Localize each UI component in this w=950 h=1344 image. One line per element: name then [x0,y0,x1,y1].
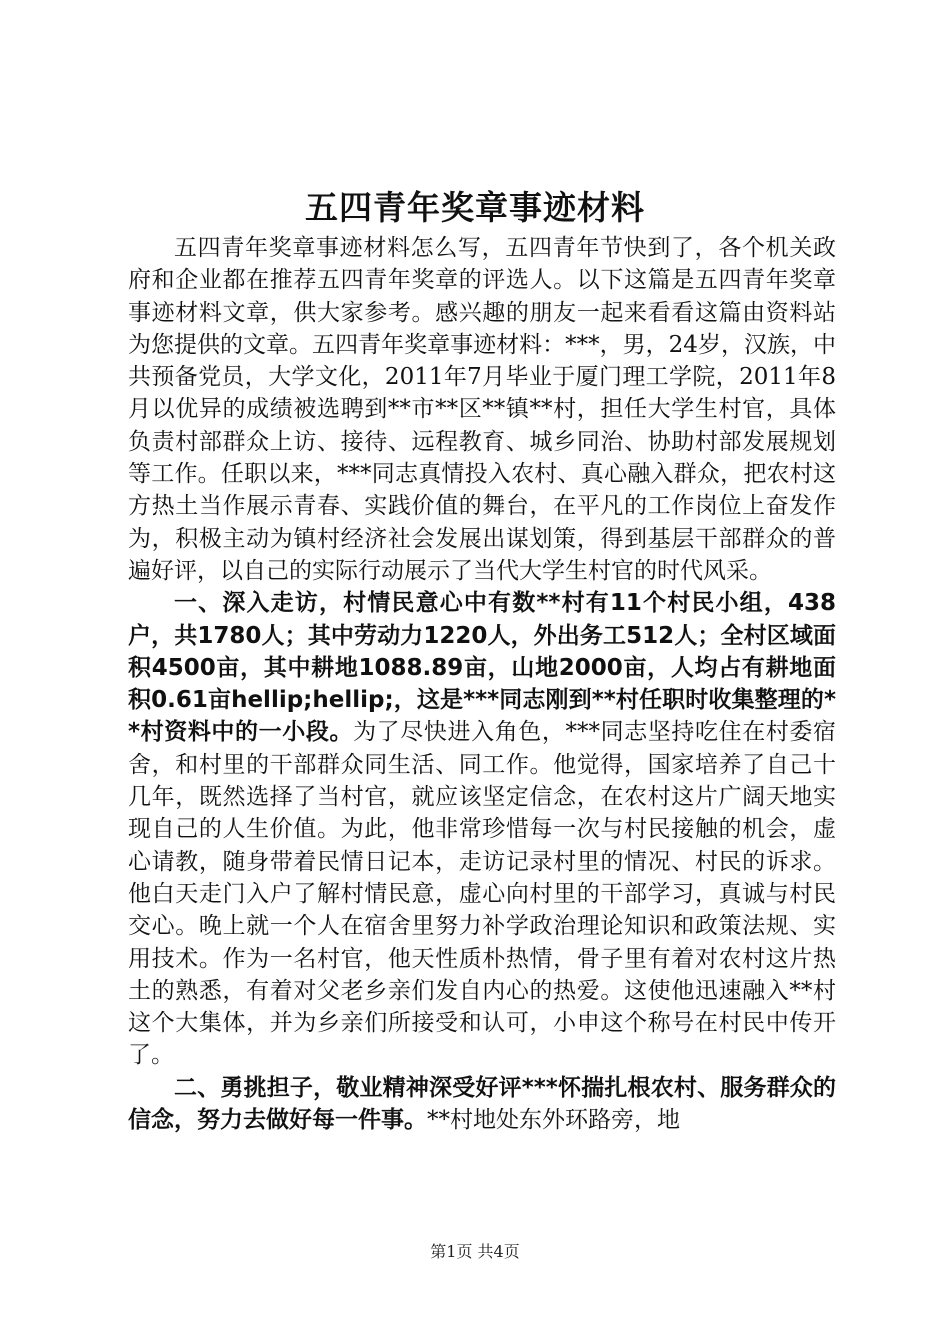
section-2-heading-text: 二、勇挑担子，敬业精神深受好评***怀揣扎根农村、服务群众的信念，努力去做好每一件事。 [128,1074,836,1134]
section-1-body-text: 为了尽快进入角色，***同志坚持吃住在村委宿舍，和村里的干部群众同生活、同工作。他觉得，国家培养了自己十几年，既然选择了当村官，就应该坚定信念，在农村这片广阔天地实现自己的人生价值。为此，他非常珍惜每一次与村民接触的机会，虚心请教，随身带着民情日记本，走访记录村里的情况、村民的诉求。他白天走门入户了解村情民意，虚心向村里的干部学习，真诚与村民交心。晚上就一个人在宿舍里努力补学政治理论知识和政策法规、实用技术。作为一名村官，他天性质朴热情，骨子里有着对农村这片热土的熟悉，有着对父老乡亲们发自内心的热爱。这使他迅速融入**村这个大集体，并为乡亲们所接受和认可，小申这个称号在村民中传开了。 [128,719,837,1069]
document-title: 五四青年奖章事迹材料 [305,188,645,227]
section-2-body-text: **村地处东外环路旁，地 [427,1107,680,1134]
page-footer: 第1页 共4页 [430,1242,520,1261]
document-body [128,232,836,1136]
section-1-heading-text: 一、深入走访，村情民意心中有数**村有11个村民小组，438户，共1780人；其中劳动力1220人，外出务工512人；全村区域面积4500亩，其中耕地1088.89亩，山地2000亩，人均占有耕地面积0.61亩hellip;hellip;，这是***同志刚到**村任职时收集整理的**村资料中的一小段。 [128,590,836,746]
section-1-paragraph [128,587,836,1071]
section-2-paragraph [128,1072,836,1137]
intro-paragraph: 五四青年奖章事迹材料怎么写，五四青年节快到了，各个机关政府和企业都在推荐五四青年奖章的评选人。以下这篇是五四青年奖章事迹材料文章，供大家参考。感兴趣的朋友一起来看看这篇由资料站为您提供的文章。五四青年奖章事迹材料：***，男，24岁，汉族，中共预备党员，大学文化，2011年7月毕业于厦门理工学院，2011年8月以优异的成绩被选聘到**市**区**镇**村，担任大学生村官，具体负责村部群众上访、接待、远程教育、城乡同治、协助村部发展规划等工作。任职以来，***同志真情投入农村、真心融入群众，把农村这方热土当作展示青春、实践价值的舞台，在平凡的工作岗位上奋发作为，积极主动为镇村经济社会发展出谋划策，得到基层干部群众的普遍好评，以自己的实际行动展示了当代大学生村官的时代风采。 [128,235,836,584]
